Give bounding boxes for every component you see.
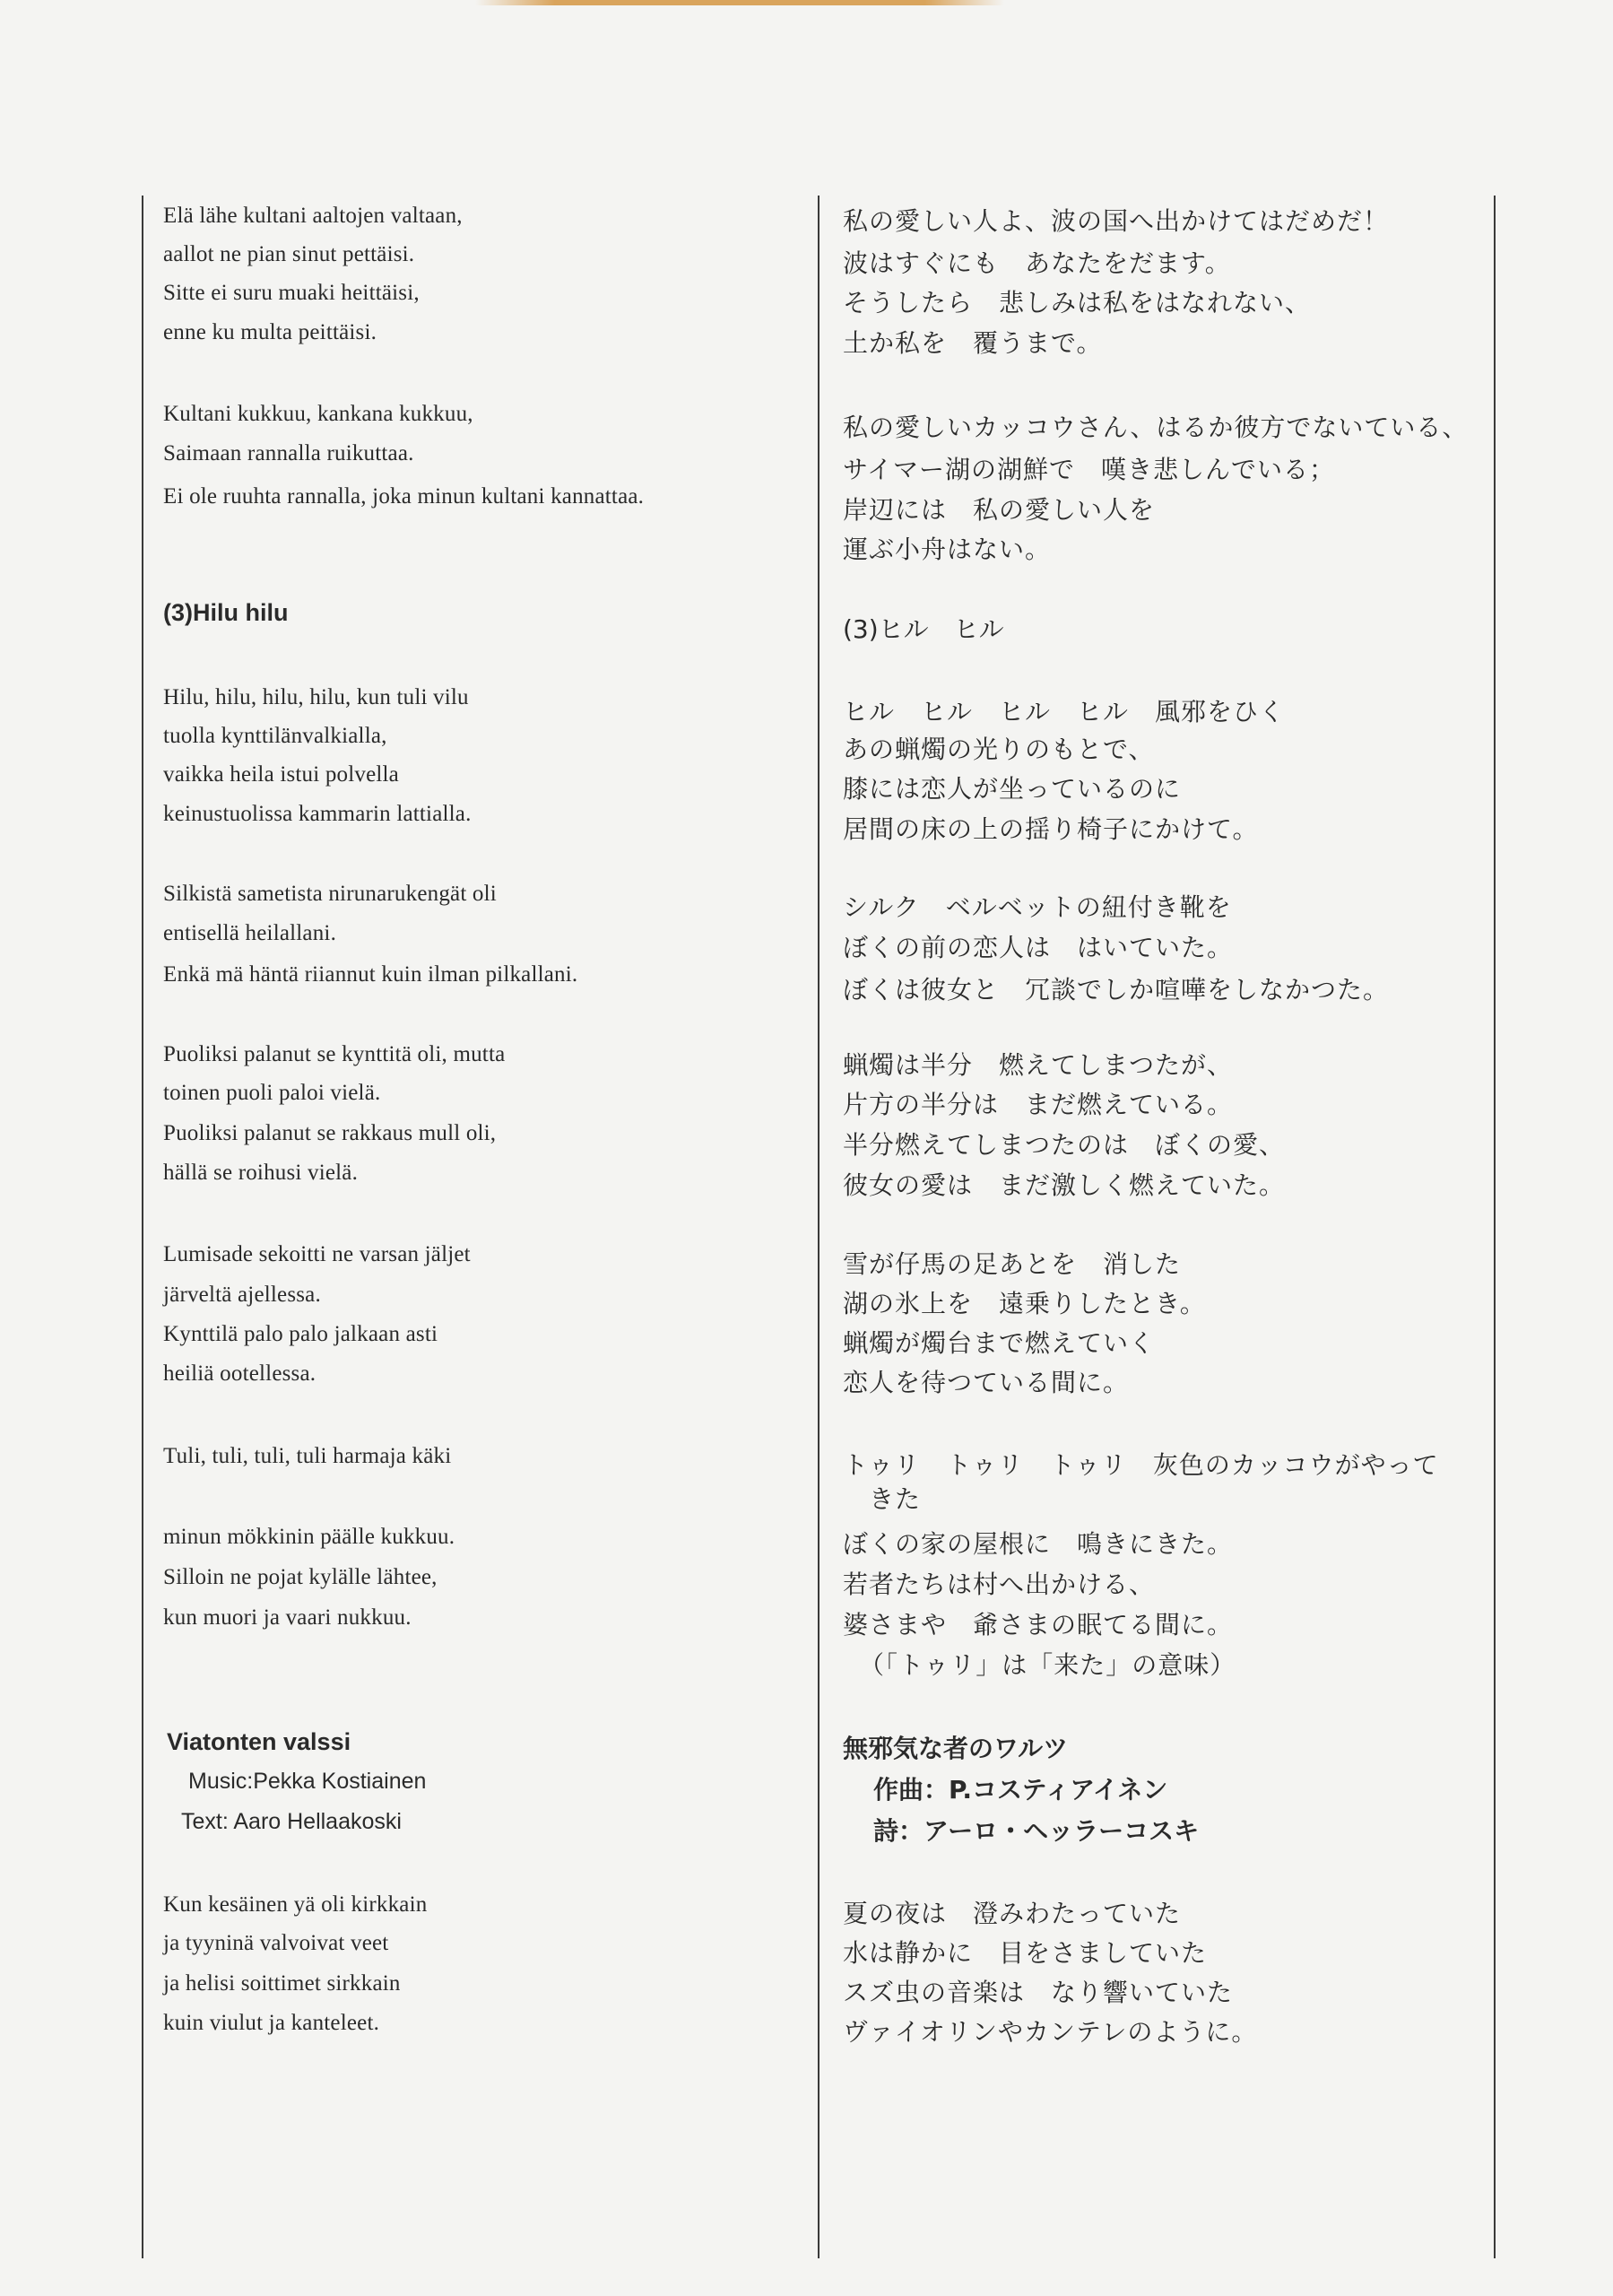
lyric-line: kun muori ja vaari nukkuu. xyxy=(163,1605,412,1630)
translation-line: スズ虫の音楽は なり響いていた xyxy=(843,1978,1234,2007)
translation-line: ぼくの前の恋人は はいていた。 xyxy=(843,933,1234,962)
translation-line: 土か私を 覆うまで。 xyxy=(843,328,1103,358)
translation-line: 湖の氷上を 遠乗りしたとき。 xyxy=(843,1289,1206,1318)
translation-line: 婆さまや 爺さまの眠てる間に。 xyxy=(843,1610,1234,1639)
lyric-line: keinustuolissa kammarin lattialla. xyxy=(163,802,472,826)
section-heading: (3)Hilu hilu xyxy=(163,599,289,626)
lyric-line: järveltä ajellessa. xyxy=(163,1283,321,1307)
translation-line: ぼくは彼女と 冗談でしか喧嘩をしなかつた。 xyxy=(843,975,1390,1004)
translation-line: 雪が仔馬の足あとを 消した xyxy=(843,1249,1182,1279)
song-title: 無邪気な者のワルツ xyxy=(843,1734,1069,1763)
lyric-line: Puoliksi palanut se rakkaus mull oli, xyxy=(163,1121,497,1145)
translation-line: 水は静かに 目をさましていた xyxy=(843,1938,1208,1968)
music-credit: 作曲：P.コスティアイネン xyxy=(873,1775,1168,1805)
translation-line: ヒル ヒル ヒル ヒル 風邪をひく xyxy=(843,697,1286,726)
lyric-line: tuolla kynttilänvalkialla, xyxy=(163,724,387,748)
lyric-line: Sitte ei suru muaki heittäisi, xyxy=(163,281,420,305)
translation-line: きた xyxy=(843,1484,922,1514)
top-edge-stripe xyxy=(475,0,1004,5)
translation-line: そうしたら 悲しみは私をはなれない、 xyxy=(843,288,1312,317)
translation-line: 夏の夜は 澄みわたっていた xyxy=(843,1899,1182,1928)
translation-line: 波はすぐにも あなたをだます。 xyxy=(843,248,1231,278)
right-border-line xyxy=(1494,196,1496,2258)
lyric-line: entisellä heilallani. xyxy=(163,921,337,945)
lyric-line: Kultani kukkuu, kankana kukkuu, xyxy=(163,402,473,426)
lyric-line: Saimaan rannalla ruikuttaa. xyxy=(163,441,414,465)
lyric-line: ja helisi soittimet sirkkain xyxy=(163,1971,401,1996)
lyric-line: Silloin ne pojat kylälle lähtee, xyxy=(163,1565,438,1589)
translation-line: 膝には恋人が坐っているのに xyxy=(843,774,1182,804)
lyric-line: enne ku multa peittäisi. xyxy=(163,320,377,344)
lyric-line: Tuli, tuli, tuli, tuli harmaja käki xyxy=(163,1444,452,1468)
translation-line: 私の愛しいカッコウさん、はるか彼方でないている、 xyxy=(843,413,1469,442)
center-divider-line xyxy=(818,196,820,2258)
lyric-line: Elä lähe kultani aaltojen valtaan, xyxy=(163,204,463,228)
translation-line: 運ぶ小舟はない。 xyxy=(843,535,1052,564)
translation-line: 居間の床の上の揺り椅子にかけて。 xyxy=(843,814,1259,844)
text-credit: Text: Aaro Hellaakoski xyxy=(181,1809,402,1834)
lyric-line: toinen puoli paloi vielä. xyxy=(163,1081,381,1105)
lyric-line: kuin viulut ja kanteleet. xyxy=(163,2011,380,2035)
lyric-line: Enkä mä häntä riiannut kuin ilman pilkallani. xyxy=(163,962,578,987)
lyric-line: heiliä ootellessa. xyxy=(163,1361,317,1386)
translation-line: ヴァイオリンやカンテレのように。 xyxy=(843,2017,1258,2047)
lyric-line: Ei ole ruuhta rannalla, joka minun kultani kannattaa. xyxy=(163,484,645,509)
music-credit: Music:Pekka Kostiainen xyxy=(188,1769,427,1794)
translation-line: 恋人を待つている間に。 xyxy=(843,1368,1130,1397)
translation-line: 半分燃えてしまつたのは ぼくの愛、 xyxy=(843,1130,1286,1160)
lyric-line: minun mökkinin päälle kukkuu. xyxy=(163,1525,455,1549)
lyric-line: hällä se roihusi vielä. xyxy=(163,1161,359,1185)
lyric-line: Puoliksi palanut se kynttitä oli, mutta xyxy=(163,1042,506,1066)
translation-line: 蝋燭が燭台まで燃えていく xyxy=(843,1328,1156,1358)
lyric-line: Lumisade sekoitti ne varsan jäljet xyxy=(163,1242,471,1266)
lyric-line: aallot ne pian sinut pettäisi. xyxy=(163,242,415,266)
section-heading: (3)ヒル ヒル xyxy=(843,614,1004,644)
left-border-line xyxy=(142,196,143,2258)
translation-line: 若者たちは村へ出かける、 xyxy=(843,1570,1156,1599)
translation-line: あの蝋燭の光りのもとで、 xyxy=(843,735,1155,764)
translation-line: 彼女の愛は まだ激しく燃えていた。 xyxy=(843,1170,1286,1200)
lyric-line: ja tyyninä valvoivat veet xyxy=(163,1931,389,1955)
translation-line: サイマー湖の湖鮮で 嘆き悲しんでいる； xyxy=(843,455,1336,484)
translation-line: トゥリ トゥリ トゥリ 灰色のカッコウがやって xyxy=(843,1450,1439,1480)
text-credit: 詩：アーロ・ヘッラーコスキ xyxy=(873,1816,1200,1846)
lyric-line: Kynttilä palo palo jalkaan asti xyxy=(163,1322,438,1346)
lyric-line: Kun kesäinen yä oli kirkkain xyxy=(163,1892,428,1917)
translation-line: 片方の半分は まだ燃えている。 xyxy=(843,1090,1234,1119)
song-title: Viatonten valssi xyxy=(167,1728,351,1755)
translation-line: 蝋燭は半分 燃えてしまつたが、 xyxy=(843,1050,1234,1080)
translation-line: 私の愛しい人よ、波の国へ出かけてはだめだ！ xyxy=(843,206,1390,236)
translation-line: ぼくの家の屋根に 鳴きにきた。 xyxy=(843,1529,1234,1559)
lyric-line: vaikka heila istui polvella xyxy=(163,762,399,787)
lyric-line: Hilu, hilu, hilu, hilu, kun tuli vilu xyxy=(163,685,469,709)
translation-line: 岸辺には 私の愛しい人を xyxy=(843,495,1156,525)
translation-line: シルク ベルベットの紐付き靴を xyxy=(843,892,1232,922)
translation-note: （「トゥリ」は「来た」の意味） xyxy=(859,1650,1236,1680)
lyric-line: Silkistä sametista nirunarukengät oli xyxy=(163,882,497,906)
